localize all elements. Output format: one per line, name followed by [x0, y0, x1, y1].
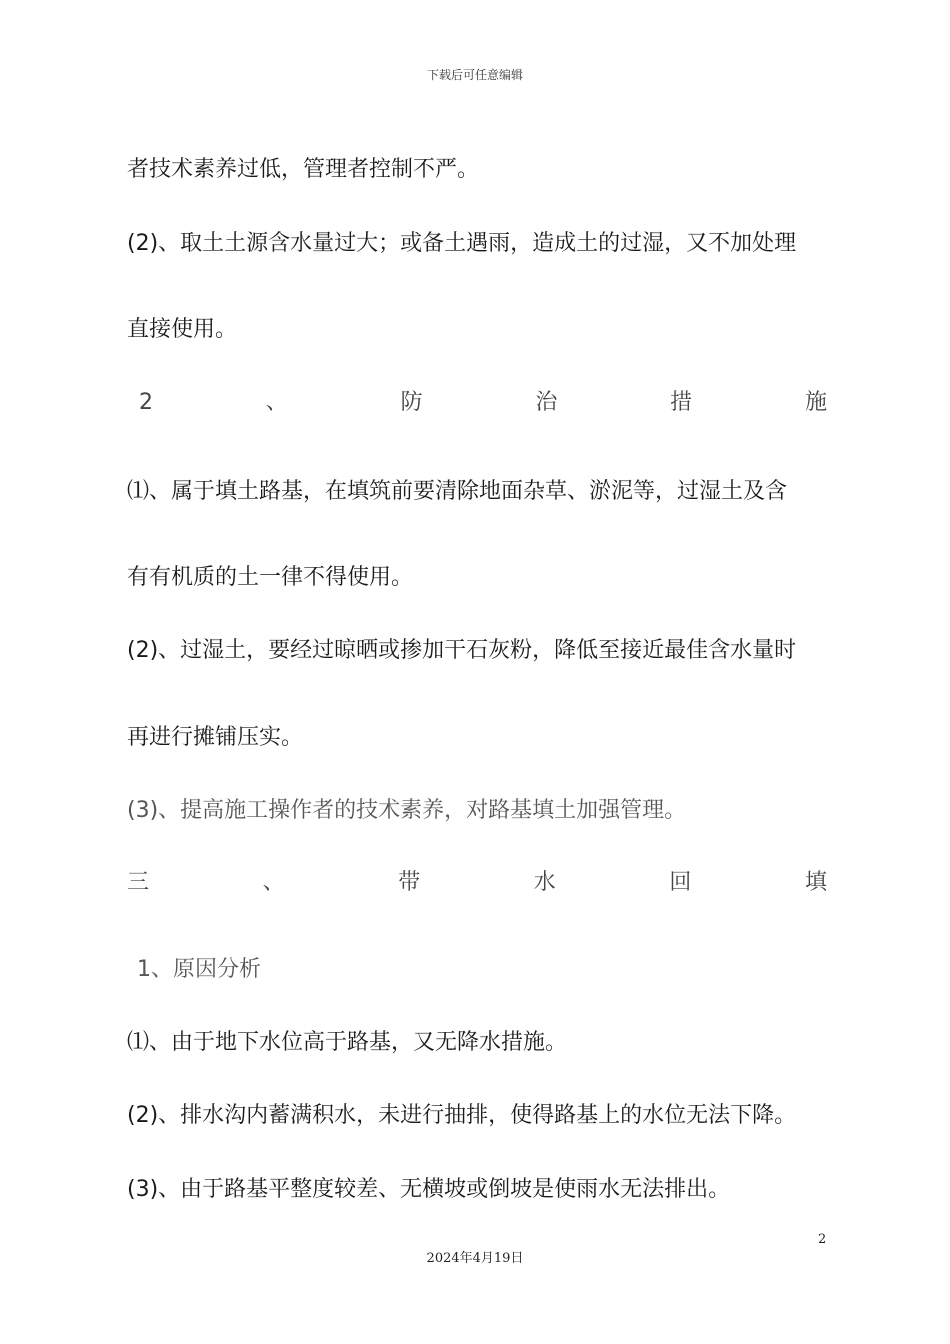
subheading-cause-analysis: 1、原因分析	[137, 957, 261, 982]
heading-char: 带	[398, 870, 421, 895]
paragraph-line: 有有机质的土一律不得使用。	[127, 565, 414, 590]
paragraph-line: 者技术素养过低，管理者控制不严。	[127, 157, 480, 182]
paragraph-line: ⑴、属于填土路基，在填筑前要清除地面杂草、淤泥等，过湿土及含	[127, 479, 788, 504]
heading-char: 治	[535, 390, 558, 415]
heading-char: 施	[804, 390, 827, 415]
paragraph-line: (2)、取土土源含水量过大；或备土遇雨，造成土的过湿，又不加处理	[127, 231, 797, 256]
heading-char: 2	[139, 390, 153, 415]
section-heading-water-backfill	[127, 868, 827, 898]
paragraph-line: (2)、排水沟内蓄满积水，未进行抽排，使得路基上的水位无法下降。	[127, 1103, 797, 1128]
heading-char: 防	[400, 390, 423, 415]
paragraph-line: (3)、提高施工操作者的技术素养，对路基填土加强管理。	[127, 798, 687, 823]
page-header: 下载后可任意编辑	[426, 68, 523, 82]
paragraph-line: 再进行摊铺压实。	[127, 725, 304, 750]
heading-char: 、	[265, 390, 288, 415]
paragraph-line: 直接使用。	[127, 317, 238, 342]
heading-char: 三	[127, 870, 150, 895]
heading-char: 回	[669, 870, 692, 895]
paragraph-line: (2)、过湿土，要经过晾晒或掺加干石灰粉，降低至接近最佳含水量时	[127, 638, 797, 663]
page-number: 2	[818, 1232, 827, 1247]
section-heading-prevention	[127, 388, 827, 418]
heading-char: 措	[670, 390, 693, 415]
heading-char: 水	[533, 870, 556, 895]
paragraph-line: ⑴、由于地下水位高于路基，又无降水措施。	[127, 1030, 568, 1055]
heading-char: 填	[804, 870, 827, 895]
paragraph-line: (3)、由于路基平整度较差、无横坡或倒坡是使雨水无法排出。	[127, 1177, 731, 1202]
footer-date: 2024年4月19日	[426, 1251, 524, 1266]
heading-char: 、	[262, 870, 285, 895]
